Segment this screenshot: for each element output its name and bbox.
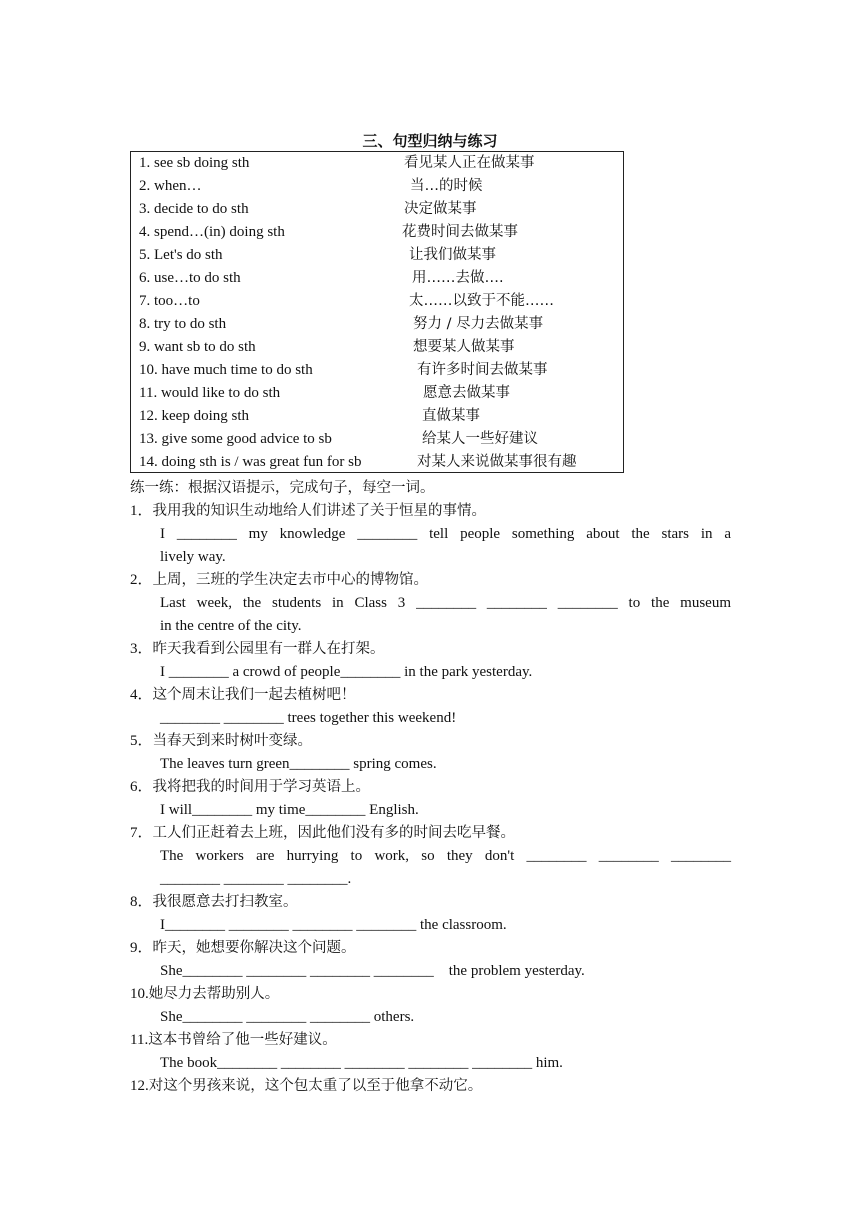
pattern-chinese: 有许多时间去做某事: [417, 362, 548, 378]
exercise-item: [130, 1075, 482, 1098]
pattern-english: 4. spend…(in) doing sth: [139, 224, 285, 240]
exercise-english-line: She________ ________ ________ others.: [160, 1009, 415, 1025]
exercise-english-line: The workers are hurrying to work, so they don't ________ ________ ________: [160, 848, 731, 864]
exercise-item: [130, 684, 356, 707]
pattern-chinese: 太……以致于不能……: [409, 293, 554, 309]
exercise-item: [130, 569, 428, 592]
exercise-english-line: ________ ________ ________.: [160, 871, 352, 887]
pattern-row: [131, 336, 623, 359]
pattern-row: [131, 359, 623, 382]
exercise-item: [130, 776, 370, 799]
pattern-english: 11. would like to do sth: [139, 385, 281, 401]
exercise-item: [130, 822, 515, 845]
exercise-english-line: The leaves turn green________ spring comes.: [160, 756, 437, 772]
pattern-english: 13. give some good advice to sb: [139, 431, 332, 447]
pattern-chinese: 对某人来说做某事很有趣: [417, 454, 577, 470]
exercise-chinese-prompt: 上周，三班的学生决定去市中心的博物馆。: [152, 572, 429, 588]
exercise-chinese-prompt: 昨天我看到公园里有一群人在打架。: [152, 641, 385, 657]
exercise-number: 3．: [130, 641, 153, 657]
pattern-chinese: 直做某事: [422, 408, 480, 424]
pattern-english: 14. doing sth is / was great fun for sb: [139, 454, 362, 470]
exercise-item: [130, 1029, 337, 1052]
exercise-chinese-prompt: 这个周末让我们一起去植树吧！: [152, 687, 356, 703]
exercise-chinese-prompt: 她尽力去帮助别人。: [148, 986, 280, 1002]
pattern-row: [131, 244, 623, 267]
exercise-item: [130, 638, 385, 661]
exercise-english-line: I ________ a crowd of people________ in the park yesterday.: [160, 664, 533, 680]
exercise-number: 12.: [130, 1078, 149, 1094]
exercise-chinese-prompt: 我很愿意去打扫教室。: [152, 894, 298, 910]
pattern-english: 5. Let's do sth: [139, 247, 223, 263]
pattern-english: 9. want sb to do sth: [139, 339, 256, 355]
exercise-english-line: Last week, the students in Class 3 ________ ________ ________ to the museum: [160, 595, 731, 611]
exercise-english-line: The book________ ________ ________ ________ ________ him.: [160, 1055, 563, 1071]
exercise-english-line: lively way.: [160, 549, 226, 565]
pattern-row: [131, 382, 623, 405]
sentence-pattern-table: [130, 151, 624, 473]
pattern-row: [131, 313, 623, 336]
pattern-chinese: 花费时间去做某事: [402, 224, 518, 240]
exercise-number: 8．: [130, 894, 153, 910]
exercise-english-line: She________ ________ ________ ________ the problem yesterday.: [160, 963, 585, 979]
pattern-english: 6. use…to do sth: [139, 270, 241, 286]
exercise-number: 4．: [130, 687, 153, 703]
pattern-chinese: 当…的时候: [410, 178, 483, 194]
pattern-chinese: 让我们做某事: [409, 247, 496, 263]
pattern-row: [131, 428, 623, 451]
exercise-number: 2．: [130, 572, 153, 588]
exercise-number: 6．: [130, 779, 153, 795]
exercise-chinese-prompt: 这本书曾给了他一些好建议。: [148, 1032, 337, 1048]
exercise-item: [130, 891, 298, 914]
exercise-item: [130, 937, 356, 960]
pattern-chinese: 看见某人正在做某事: [404, 155, 535, 171]
section-title: 三、句型归纳与练习: [362, 132, 498, 150]
exercise-english-line: I ________ my knowledge ________ tell people something about the stars in a: [160, 526, 731, 542]
pattern-chinese: 决定做某事: [404, 201, 477, 217]
exercise-number: 1．: [130, 503, 153, 519]
exercise-number: 9．: [130, 940, 153, 956]
exercise-english-line: in the centre of the city.: [160, 618, 302, 634]
pattern-english: 8. try to do sth: [139, 316, 227, 332]
pattern-english: 10. have much time to do sth: [139, 362, 313, 378]
exercise-item: [130, 730, 312, 753]
pattern-chinese: 用……去做….: [412, 270, 504, 286]
pattern-english: 1. see sb doing sth: [139, 155, 250, 171]
exercise-english-line: I________ ________ ________ ________ the classroom.: [160, 917, 507, 933]
pattern-chinese: 愿意去做某事: [423, 385, 510, 401]
exercise-item: [130, 500, 486, 523]
pattern-row: [131, 221, 623, 244]
exercise-chinese-prompt: 我将把我的时间用于学习英语上。: [152, 779, 371, 795]
pattern-row: [131, 451, 623, 474]
pattern-chinese: 想要某人做某事: [413, 339, 515, 355]
pattern-english: 12. keep doing sth: [139, 408, 249, 424]
exercise-item: [130, 983, 279, 1006]
pattern-chinese: 努力 / 尽力去做某事: [413, 316, 544, 332]
pattern-english: 3. decide to do sth: [139, 201, 249, 217]
pattern-row: [131, 175, 623, 198]
exercise-chinese-prompt: 我用我的知识生动地给人们讲述了关于恒星的事情。: [152, 503, 487, 519]
pattern-row: [131, 267, 623, 290]
exercise-number: 11.: [130, 1032, 149, 1048]
exercise-chinese-prompt: 工人们正赶着去上班，因此他们没有多的时间去吃早餐。: [152, 825, 516, 841]
exercise-chinese-prompt: 对这个男孩来说，这个包太重了以至于他拿不动它。: [148, 1078, 483, 1094]
exercise-number: 5．: [130, 733, 153, 749]
pattern-row: [131, 198, 623, 221]
exercise-heading: 练一练：根据汉语提示，完成句子，每空一词。: [130, 480, 435, 496]
exercise-english-line: I will________ my time________ English.: [160, 802, 419, 818]
exercise-chinese-prompt: 当春天到来时树叶变绿。: [152, 733, 313, 749]
exercise-number: 10.: [130, 986, 149, 1002]
pattern-row: [131, 152, 623, 175]
pattern-chinese: 给某人一些好建议: [422, 431, 538, 447]
exercise-english-line: ________ ________ trees together this weekend!: [160, 710, 457, 726]
exercise-chinese-prompt: 昨天，她想要你解决这个问题。: [152, 940, 356, 956]
pattern-row: [131, 290, 623, 313]
pattern-english: 2. when…: [139, 178, 202, 194]
pattern-row: [131, 405, 623, 428]
exercise-number: 7．: [130, 825, 153, 841]
pattern-english: 7. too…to: [139, 293, 200, 309]
